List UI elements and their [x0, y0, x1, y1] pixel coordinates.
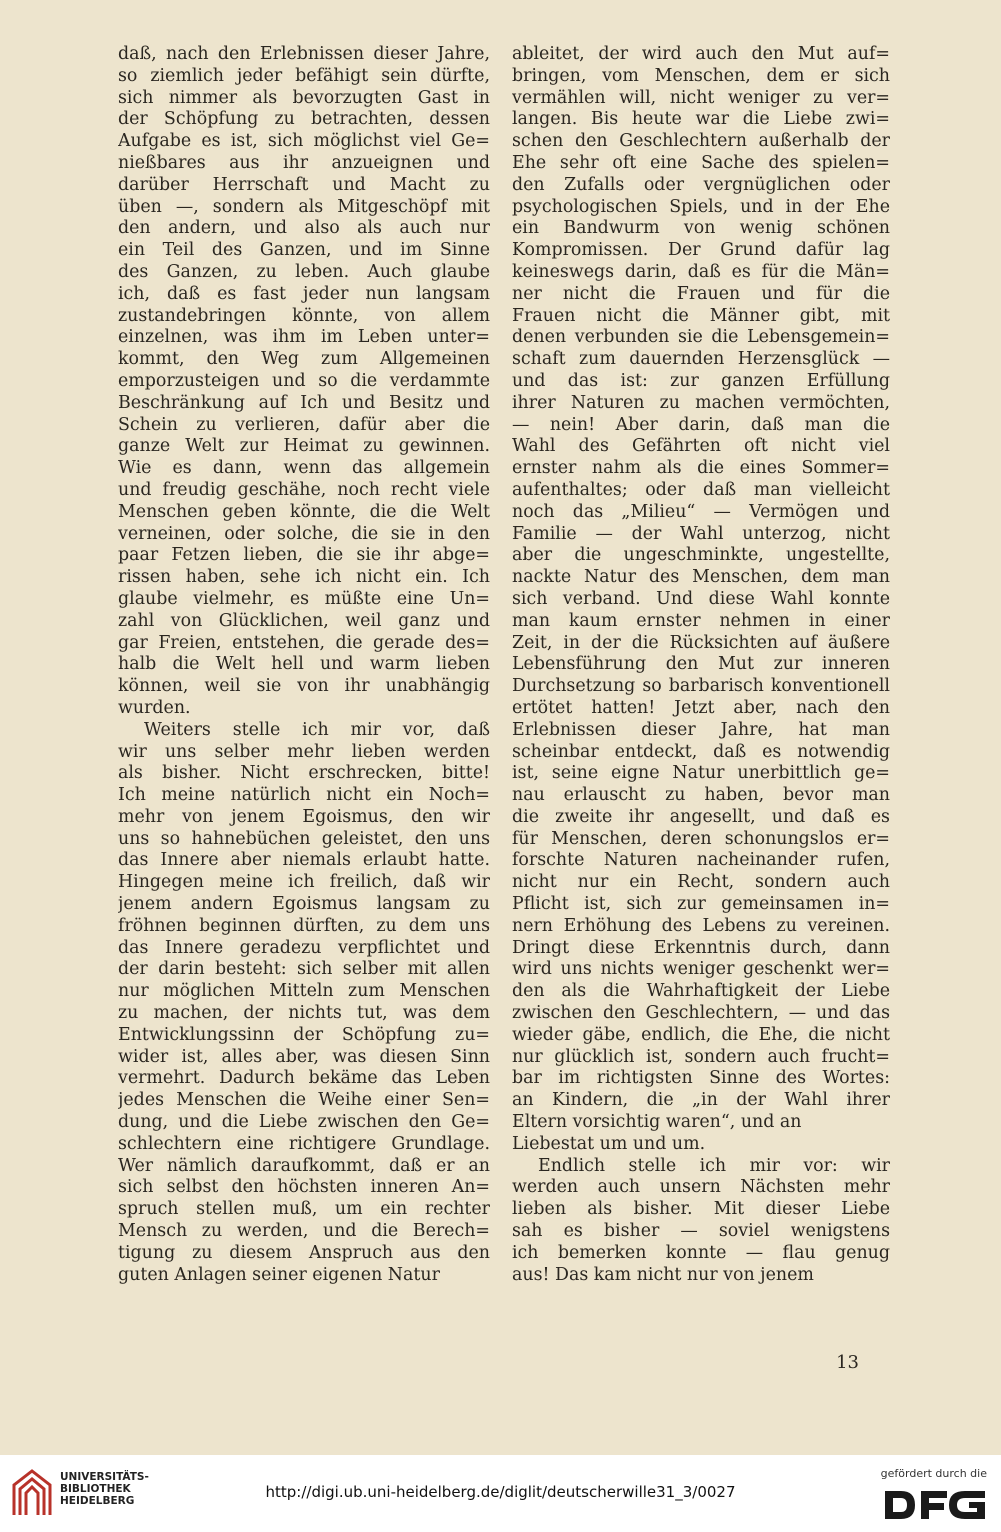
- text-line: denen verbunden sie die Lebensgemein=: [512, 327, 890, 348]
- text-line: wieder gäbe, endlich, die Ehe, die nicht: [512, 1024, 890, 1045]
- text-line: können, weil sie von ihr unabhängig: [118, 676, 490, 697]
- text-line: Frauen nicht die Männer gibt, mit: [512, 305, 890, 326]
- text-line: des Ganzen, zu leben. Auch glaube: [118, 261, 490, 282]
- text-line: die zweite ihr angesellt, und daß es: [512, 806, 890, 827]
- text-line: Endlich stelle ich mir vor: wir: [538, 1155, 890, 1176]
- text-line: einzelnen, was ihm im Leben unter=: [118, 327, 490, 348]
- text-line: gar Freien, entstehen, die gerade des=: [118, 632, 490, 653]
- text-line: Wahl des Gefährten oft nicht viel: [512, 436, 890, 457]
- text-line: für Menschen, deren schonungslos er=: [512, 828, 890, 849]
- text-line: nur glücklich ist, sondern auch frucht=: [512, 1046, 890, 1067]
- text-line: — nein! Aber darin, daß man die: [512, 414, 890, 435]
- text-line: ist, seine eigne Natur unerbittlich ge=: [512, 763, 890, 784]
- text-line: bringen, vom Menschen, dem er sich: [512, 65, 890, 86]
- text-line: sich selbst den höchsten inneren An=: [118, 1177, 490, 1198]
- text-line: Durchsetzung so barbarisch konventionell: [512, 676, 890, 697]
- text-line: tigung zu diesem Anspruch aus den: [118, 1242, 490, 1263]
- text-line: vermählen will, nicht weniger zu ver=: [512, 87, 890, 108]
- text-line: ableitet, der wird auch den Mut auf=: [512, 44, 890, 64]
- text-line: jedes Menschen die Weihe einer Sen=: [118, 1090, 490, 1111]
- text-line: keineswegs darin, daß es für die Män=: [512, 261, 890, 282]
- text-line: darüber Herrschaft und Macht zu: [118, 174, 490, 195]
- text-line: uns so hahnebüchen geleistet, den uns: [118, 828, 490, 849]
- text-line: ganze Welt zur Heimat zu gewinnen.: [118, 436, 490, 457]
- text-line: jenem andern Egoismus langsam zu: [118, 894, 490, 915]
- text-line: den als die Wahrhaftigkeit der Liebe: [512, 981, 890, 1002]
- text-line: emporzusteigen und so die verdammte: [118, 370, 490, 391]
- text-line: schen den Geschlechtern außerhalb der: [512, 131, 890, 152]
- text-line: wurden.: [118, 697, 191, 718]
- text-line: der darin besteht: sich selber mit allen: [118, 959, 490, 980]
- text-line: nur möglichen Mitteln zum Menschen: [118, 981, 490, 1002]
- text-line: daß, nach den Erlebnissen dieser Jahre,: [118, 44, 490, 64]
- text-line: und das ist: zur ganzen Erfüllung: [512, 370, 890, 391]
- text-line: Familie — der Wahl unterzog, nicht: [512, 523, 890, 544]
- text-line: zustandebringen könnte, von allem: [118, 305, 490, 326]
- text-line: ich, daß es fast jeder nun langsam: [118, 283, 490, 304]
- text-line: Lebensführung den Mut zur inneren: [512, 654, 890, 675]
- text-line: Weiters stelle ich mir vor, daß: [144, 719, 490, 740]
- text-line: ertötet hatten! Jetzt aber, nach den: [512, 697, 890, 718]
- text-line: Kompromissen. Der Grund dafür lag: [512, 240, 890, 261]
- text-line: Wie es dann, wenn das allgemein: [118, 458, 490, 479]
- text-line: der Schöpfung zu betrachten, dessen: [118, 109, 490, 130]
- text-line: langen. Bis heute war die Liebe zwi=: [512, 109, 890, 130]
- text-line: so ziemlich jeder befähigt sein dürfte,: [118, 65, 490, 86]
- text-line: den andern, und also als auch nur: [118, 218, 490, 239]
- text-line: fröhnen beginnen dürften, zu dem uns: [118, 915, 490, 936]
- left-text-column: [118, 44, 490, 1286]
- text-line: spruch stellen muß, um ein rechter: [118, 1199, 490, 1220]
- text-line: Beschränkung auf Ich und Besitz und: [118, 392, 490, 413]
- text-line: Zeit, in der die Rücksichten auf äußere: [512, 632, 890, 653]
- text-line: sich nimmer als bevorzugten Gast in: [118, 87, 490, 108]
- text-line: wird uns nichts weniger geschenkt wer=: [512, 959, 890, 980]
- text-line: nicht nur ein Recht, sondern auch: [512, 872, 890, 893]
- text-line: dung, und die Liebe zwischen den Ge=: [118, 1112, 490, 1133]
- text-line: schlechtern eine richtigere Grundlage.: [118, 1133, 490, 1154]
- text-line: kommt, den Weg zum Allgemeinen: [118, 349, 490, 370]
- text-line: nießbares aus ihr anzueignen und: [118, 152, 490, 173]
- text-line: werden auch unsern Nächsten mehr: [512, 1177, 890, 1198]
- text-line: und freudig geschähe, noch recht viele: [118, 479, 490, 500]
- text-line: Aufgabe es ist, sich möglichst viel Ge=: [118, 131, 490, 152]
- viewer-footer: [0, 1455, 1001, 1532]
- text-line: paar Fetzen lieben, die sie ihr abge=: [118, 545, 490, 566]
- text-line: sah es bisher — soviel wenigstens: [512, 1221, 890, 1242]
- text-line: aufenthaltes; oder daß man vielleicht: [512, 479, 890, 500]
- text-line: als bisher. Nicht erschrecken, bitte!: [118, 763, 490, 784]
- text-line: Entwicklungssinn der Schöpfung zu=: [118, 1024, 490, 1045]
- text-line: zahl von Glücklichen, weil ganz und: [118, 610, 490, 631]
- text-line: ner nicht die Frauen und für die: [512, 283, 890, 304]
- text-line: Wer nämlich daraufkommt, daß er an: [118, 1155, 490, 1176]
- text-line: ernster nahm als die eines Sommer=: [512, 458, 890, 479]
- text-line: halb die Welt hell und warm lieben: [118, 654, 490, 675]
- text-line: Ehe sehr oft eine Sache des spielen=: [512, 152, 890, 173]
- funded-by-label: gefördert durch die: [880, 1467, 987, 1480]
- permalink-url[interactable]: http://digi.ub.uni-heidelberg.de/diglit/deutscherwille31_3/0027: [265, 1483, 736, 1501]
- text-line: man kaum ernster nehmen in einer: [512, 610, 890, 631]
- text-line: Schein zu verlieren, dafür aber die: [118, 414, 490, 435]
- text-line: üben —, sondern als Mitgeschöpf mit: [118, 196, 490, 217]
- text-line: wir uns selber mehr lieben werden: [118, 741, 490, 762]
- text-line: forschte Naturen nacheinander rufen,: [512, 850, 890, 871]
- text-line: Dringt diese Erkenntnis durch, dann: [512, 937, 890, 958]
- text-line: aber die ungeschminkte, ungestellte,: [512, 545, 890, 566]
- text-line: guten Anlagen seiner eigenen Natur: [118, 1264, 440, 1285]
- text-line: verneinen, oder solche, die sie in den: [118, 523, 490, 544]
- text-line: Hingegen meine ich freilich, daß wir: [118, 872, 490, 893]
- text-line: nackte Natur des Menschen, dem man: [512, 567, 890, 588]
- text-line: ein Bandwurm von wenig schönen: [512, 218, 890, 239]
- text-line: Erlebnissen dieser Jahre, hat man: [512, 719, 890, 740]
- text-line: sich verband. Und diese Wahl konnte: [512, 588, 890, 609]
- text-line: bar im richtigsten Sinne des Wortes:: [512, 1068, 890, 1089]
- text-line: glaube vielmehr, es müßte eine Un=: [118, 588, 490, 609]
- text-line: das Innere geradezu verpflichtet und: [118, 937, 490, 958]
- text-line: zwischen den Geschlechtern, — und das: [512, 1003, 890, 1024]
- text-line: nau erlauscht zu haben, bevor man: [512, 785, 890, 806]
- text-line: Mensch zu werden, und die Berech=: [118, 1221, 490, 1242]
- text-line: ein Teil des Ganzen, und im Sinne: [118, 240, 490, 261]
- text-line: Liebestat um und um.: [512, 1133, 706, 1154]
- text-line: lieben als bisher. Mit dieser Liebe: [512, 1199, 890, 1220]
- text-line: ihrer Naturen zu machen vermöchten,: [512, 392, 890, 413]
- library-name: UNIVERSITÄTS- BIBLIOTHEK HEIDELBERG: [60, 1471, 149, 1507]
- text-line: scheinbar entdeckt, daß es notwendig: [512, 741, 890, 762]
- text-line: Menschen geben könnte, die die Welt: [118, 501, 490, 522]
- text-line: vermehrt. Dadurch bekäme das Leben: [118, 1068, 490, 1089]
- text-line: ich bemerken konnte — flau genug: [512, 1242, 890, 1263]
- text-line: Ich meine natürlich nicht ein Noch=: [118, 785, 490, 806]
- text-line: das Innere aber niemals erlaubt hatte.: [118, 850, 490, 871]
- text-line: den Zufalls oder vergnüglichen oder: [512, 174, 890, 195]
- text-line: aus! Das kam nicht nur von jenem: [512, 1264, 814, 1285]
- page-number: 13: [836, 1352, 859, 1373]
- text-line: schaft zum dauernden Herzensglück —: [512, 349, 890, 370]
- text-line: noch das „Milieu“ — Vermögen und: [512, 501, 890, 522]
- text-line: zu machen, der nichts tut, was dem: [118, 1003, 490, 1024]
- text-line: wider ist, alles aber, was diesen Sinn: [118, 1046, 490, 1067]
- text-line: Pflicht ist, sich zur gemeinsamen in=: [512, 894, 890, 915]
- text-line: nern Erhöhung des Lebens zu vereinen.: [512, 915, 890, 936]
- text-line: psychologischen Spiels, und in der Ehe: [512, 196, 890, 217]
- text-line: an Kindern, die „in der Wahl ihrer: [512, 1090, 890, 1111]
- dfg-logo-icon: [881, 1487, 991, 1523]
- right-text-column: [512, 44, 890, 1286]
- text-line: rissen haben, sehe ich nicht ein. Ich: [118, 567, 490, 588]
- text-line: Eltern vorsichtig waren“, und an: [512, 1112, 802, 1133]
- text-line: mehr von jenem Egoismus, den wir: [118, 806, 490, 827]
